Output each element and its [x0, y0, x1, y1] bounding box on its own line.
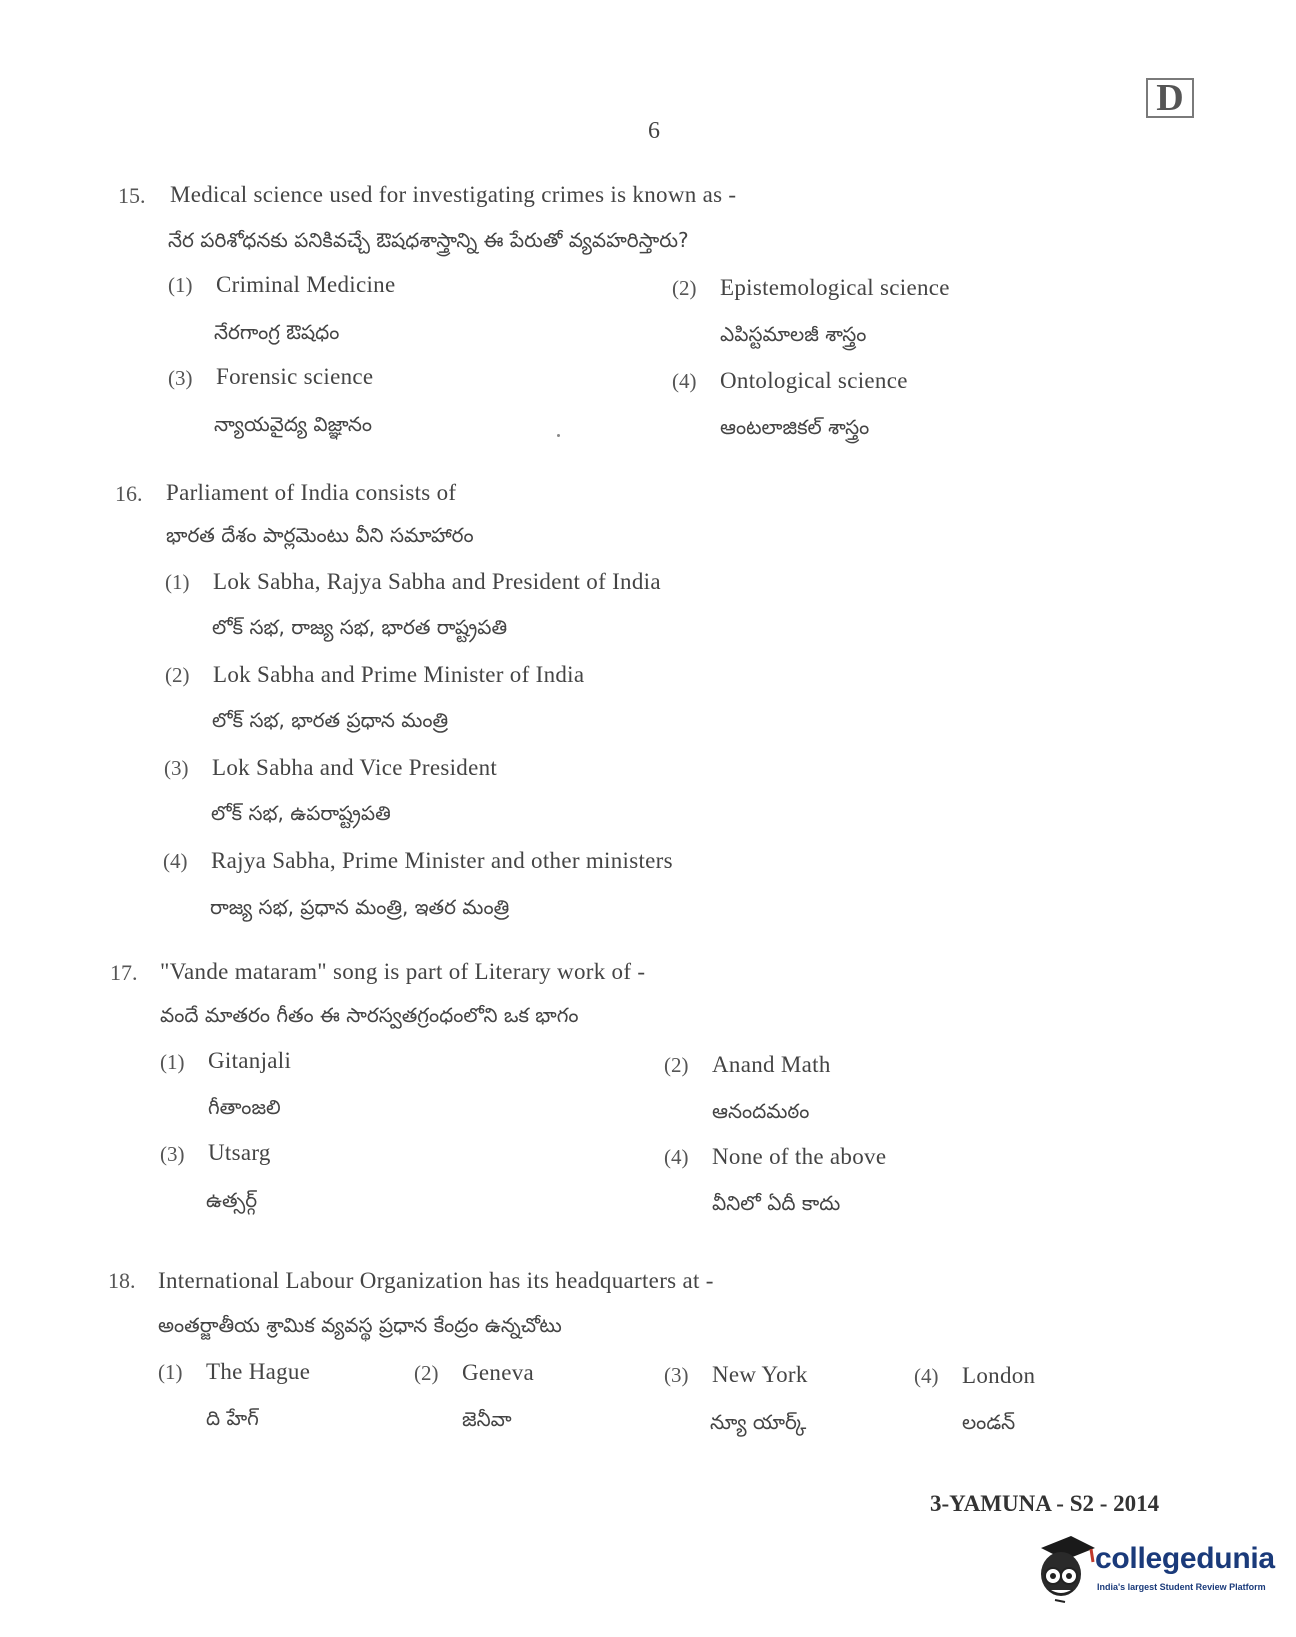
option-text-te: లోక్ సభ, భారత ప్రధాన మంత్రి [212, 708, 449, 732]
option-text-en: Epistemological science [720, 275, 950, 300]
option-text-te: న్యాయవైద్య విజ్ఞానం [214, 412, 373, 436]
option-text-te: లండన్ [962, 1410, 1016, 1434]
option-number: (3) [664, 1363, 689, 1387]
option-number: (1) [168, 273, 193, 297]
option-text-en: The Hague [206, 1359, 311, 1384]
option-text-en: Forensic science [216, 364, 374, 389]
option-number: (1) [160, 1050, 185, 1074]
option-number: (2) [165, 663, 190, 687]
option-text-en: New York [712, 1362, 808, 1387]
option-text-te: లోక్ సభ, ఉపరాష్ట్రపతి [211, 801, 391, 825]
question-number: 16. [115, 481, 143, 506]
option-number: (2) [672, 276, 697, 300]
scan-speck [557, 434, 560, 437]
option-text-te: ఎపిస్టమాలజీ శాస్త్రం [720, 322, 867, 346]
option-number: (2) [664, 1053, 689, 1077]
option-text-te: న్యూ యార్క్ [710, 1410, 807, 1434]
question-number: 15. [118, 183, 146, 208]
option-number: (2) [414, 1361, 439, 1385]
option-text-en: Lok Sabha and Vice President [212, 755, 498, 780]
option-text-en: Ontological science [720, 368, 908, 393]
option-number: (4) [163, 849, 188, 873]
question-text-te: అంతర్జాతీయ శ్రామిక వ్యవస్థ ప్రధాన కేంద్రం ఉన్నచోటు [158, 1313, 562, 1337]
option-text-te: లోక్ సభ, రాజ్య సభ, భారత రాష్ట్రపతి [212, 615, 508, 639]
option-text-en: Rajya Sabha, Prime Minister and other ministers [211, 848, 673, 873]
question-text-te: వందే మాతరం గీతం ఈ సారస్వతగ్రంధంలోని ఒక భాగం [160, 1003, 579, 1027]
option-text-te: ఆనందమఠం [712, 1099, 810, 1123]
option-number: (4) [664, 1145, 689, 1169]
question-number: 17. [110, 960, 138, 985]
logo-tagline: India's largest Student Review Platform [1097, 1582, 1266, 1592]
option-number: (3) [168, 366, 193, 390]
option-number: (3) [164, 756, 189, 780]
option-number: (4) [914, 1364, 939, 1388]
question-number: 18. [108, 1268, 136, 1293]
logo-wordmark: collegedunia [1095, 1542, 1275, 1575]
option-text-en: Criminal Medicine [216, 272, 396, 297]
option-text-te: నేరగాంగ్ర ఔషధం [214, 320, 340, 344]
option-text-en: Utsarg [208, 1140, 271, 1165]
option-text-te: గీతాంజలి [208, 1095, 281, 1119]
option-number: (1) [158, 1360, 183, 1384]
option-number: (3) [160, 1142, 185, 1166]
option-text-te: జెనీవా [462, 1407, 512, 1431]
collegedunia-logo[interactable] [1035, 1530, 1275, 1604]
option-number: (1) [165, 570, 190, 594]
option-number: (4) [672, 369, 697, 393]
page-number: 6 [648, 118, 660, 144]
exam-code: 3-YAMUNA - S2 - 2014 [930, 1491, 1160, 1516]
option-text-en: Lok Sabha and Prime Minister of India [213, 662, 585, 687]
option-text-en: None of the above [712, 1144, 887, 1169]
option-text-en: Anand Math [712, 1052, 831, 1077]
option-text-te: ఆంటలాజికల్ శాస్త్రం [720, 415, 870, 439]
option-text-te: ఉత్సర్గ్ [206, 1188, 258, 1212]
question-text-en: Parliament of India consists of [166, 480, 457, 505]
option-text-en: Gitanjali [208, 1048, 292, 1073]
question-text-en: "Vande mataram" song is part of Literary work of - [160, 959, 646, 984]
question-text-en: International Labour Organization has its headquarters at - [158, 1268, 714, 1293]
option-text-te: ది హేగ్ [206, 1406, 259, 1430]
question-text-te: నేర పరిశోధనకు పనికివచ్చే ఔషధశాస్త్రాన్ని ఈ పేరుతో వ్యవహరిస్తారు? [168, 228, 689, 252]
option-text-en: London [962, 1363, 1036, 1388]
option-text-te: వీనిలో ఏదీ కాదు [712, 1191, 841, 1215]
option-text-te: రాజ్య సభ, ప్రధాన మంత్రి, ఇతర మంత్రి [210, 895, 510, 919]
set-code-box: D [1146, 78, 1194, 118]
question-text-te: భారత దేశం పార్లమెంటు వీని సమాహారం [166, 523, 474, 547]
mascot-icon [1035, 1530, 1097, 1604]
option-text-en: Geneva [462, 1360, 535, 1385]
question-text-en: Medical science used for investigating crimes is known as - [170, 182, 737, 207]
option-text-en: Lok Sabha, Rajya Sabha and President of India [213, 569, 661, 594]
